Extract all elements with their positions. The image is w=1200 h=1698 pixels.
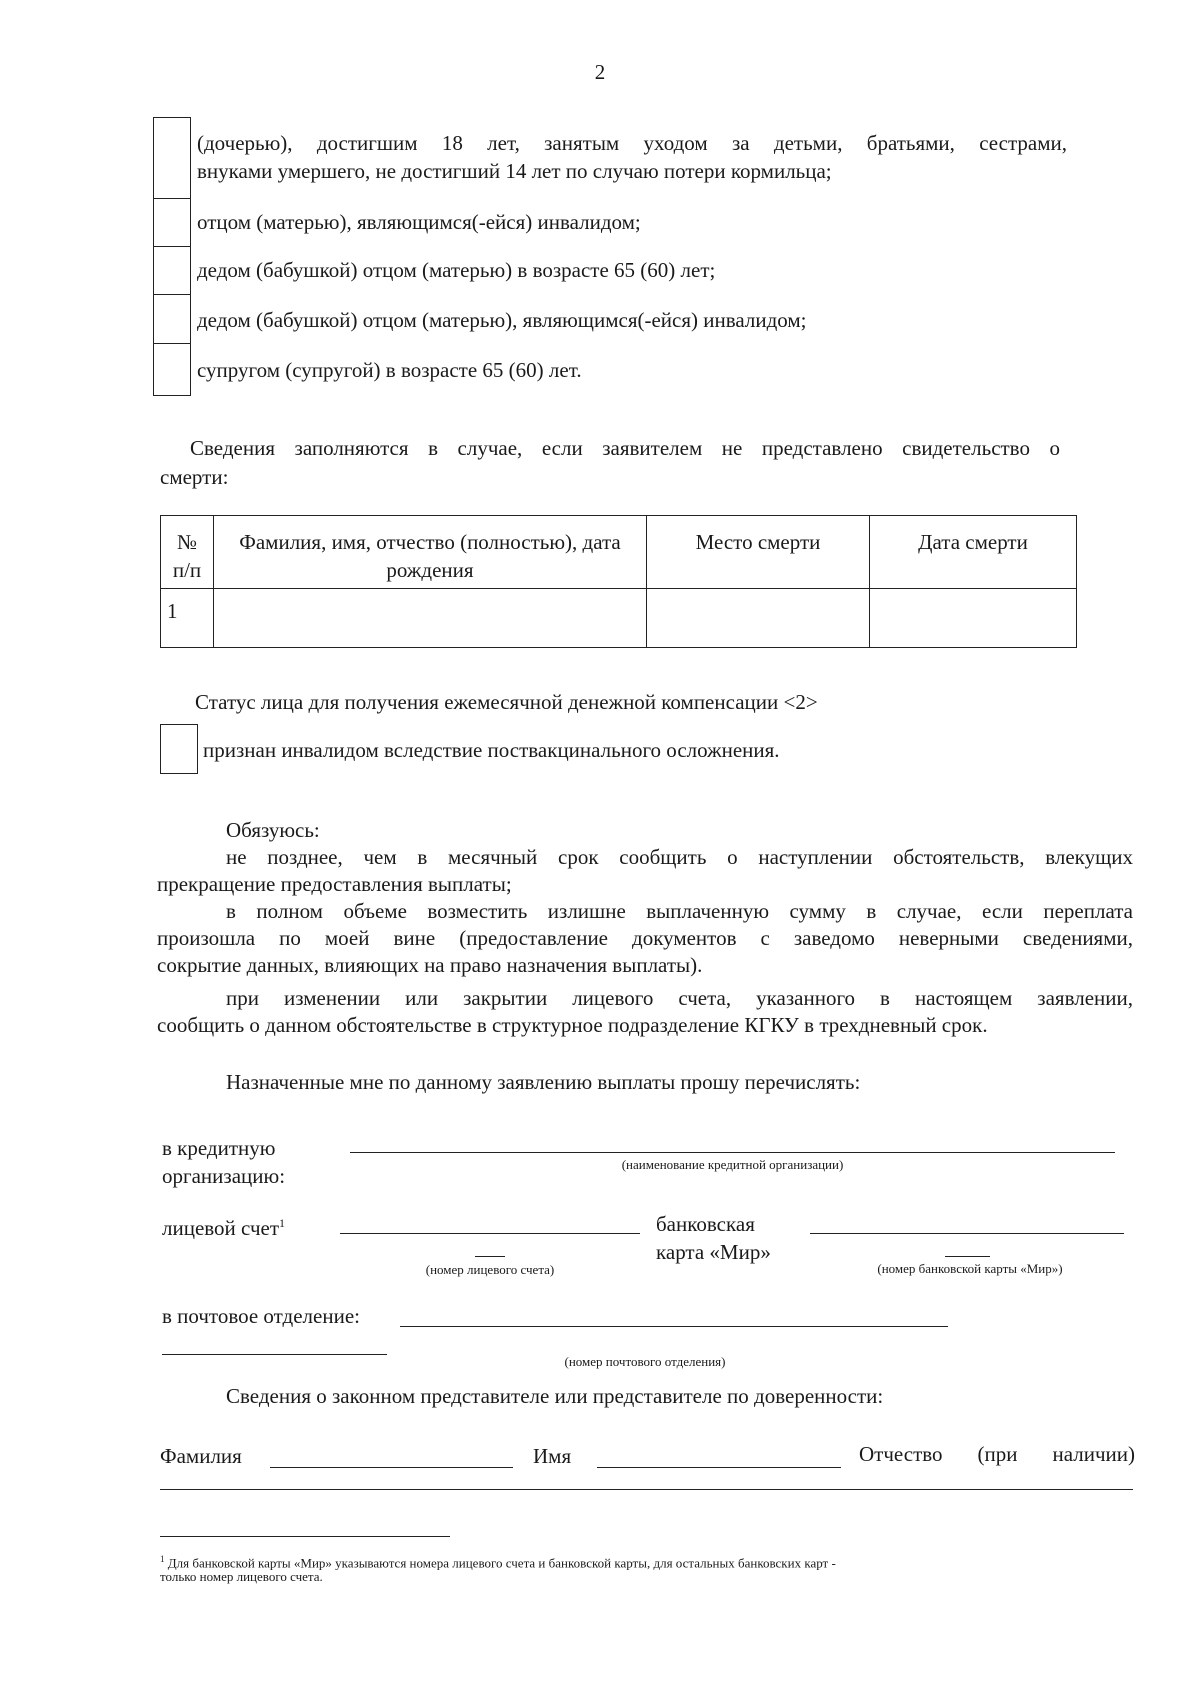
checkbox-option-1[interactable] [153, 117, 191, 199]
option-4-label: дедом (бабушкой) отцом (матерью), являющимся(-ейся) инвалидом; [197, 308, 807, 332]
credit-org-caption: (наименование кредитной организации) [621, 1157, 844, 1172]
post-office-field-line-2[interactable] [162, 1354, 387, 1355]
page-number: 2 [594, 60, 606, 84]
col-header-death-place: Место смерти [647, 516, 870, 589]
card-caption: (номер банковской карты «Мир») [877, 1261, 1063, 1276]
option-1-line-1: (дочерью), достигшим 18 лет, занятым уходом за детьми, братьями, сестрами, [197, 131, 1067, 155]
account-label-text: лицевой счет [162, 1216, 279, 1240]
checkbox-vaccine-disability[interactable] [160, 724, 198, 774]
col-header-full-name: Фамилия, имя, отчество (полностью), дата рождения [214, 516, 647, 589]
col-header-number: № п/п [161, 516, 214, 589]
checkbox-option-2[interactable] [153, 198, 191, 247]
option-1-line-2: внуками умершего, не достигший 14 лет по случаю потери кормильца; [197, 159, 832, 183]
post-office-label: в почтовое отделение: [162, 1304, 360, 1328]
account-label [162, 1209, 285, 1242]
patronymic-field[interactable] [160, 1489, 1133, 1490]
cell-number: 1 [161, 589, 214, 648]
table-row [161, 589, 1077, 648]
card-number-field-extra [945, 1256, 990, 1257]
checkbox-option-3[interactable] [153, 246, 191, 295]
name-label: Имя [533, 1444, 572, 1468]
card-label-2: карта «Мир» [656, 1240, 771, 1264]
representative-heading: Сведения о законном представителе или представителе по доверенности: [226, 1384, 884, 1408]
surname-field[interactable] [270, 1467, 513, 1468]
obligation-3-line-1: при изменении или закрытии лицевого счета, указанного в настоящем заявлении, [226, 986, 1133, 1010]
footnote-separator [160, 1536, 450, 1537]
cell-death-date[interactable] [870, 589, 1077, 648]
footnote-mark: 1 [160, 1554, 165, 1564]
account-caption: (номер лицевого счета) [425, 1262, 555, 1277]
checkbox-option-5[interactable] [153, 343, 191, 396]
status-heading: Статус лица для получения ежемесячной денежной компенсации <2> [195, 690, 818, 714]
cell-death-place[interactable] [647, 589, 870, 648]
obligation-1-line-1: не позднее, чем в месячный срок сообщить о наступлении обстоятельств, влекущих [226, 845, 1133, 869]
status-option-label: признан инвалидом вследствие поствакцинального осложнения. [203, 738, 780, 762]
post-office-field[interactable] [400, 1326, 948, 1327]
obligation-1-line-2: прекращение предоставления выплаты; [157, 872, 512, 896]
obligations-heading: Обязуюсь: [226, 818, 320, 842]
obligation-2-line-3: сокрытие данных, влияющих на право назначения выплаты). [157, 953, 703, 977]
payment-heading: Назначенные мне по данному заявлению выплаты прошу перечислять: [226, 1070, 861, 1094]
credit-org-label-1: в кредитную [162, 1136, 276, 1160]
surname-label: Фамилия [160, 1444, 242, 1468]
post-office-caption: (номер почтового отделения) [564, 1354, 726, 1369]
option-2-label: отцом (матерью), являющимся(-ейся) инвалидом; [197, 210, 641, 234]
name-field[interactable] [597, 1467, 841, 1468]
account-number-field[interactable] [340, 1233, 640, 1234]
cell-full-name[interactable] [214, 589, 647, 648]
credit-org-field[interactable] [350, 1152, 1115, 1153]
death-info-intro-line-2: смерти: [160, 465, 229, 489]
account-footnote-mark: 1 [279, 1216, 285, 1230]
footnote-line-2: только номер лицевого счета. [160, 1569, 323, 1584]
account-number-field-extra [475, 1256, 505, 1257]
card-number-field[interactable] [810, 1233, 1124, 1234]
table-header-row [161, 516, 1077, 589]
obligation-2-line-2: произошла по моей вине (предоставление документов с заведомо неверными сведениями, [157, 926, 1133, 950]
death-info-intro-line-1: Сведения заполняются в случае, если заявителем не представлено свидетельство о [190, 436, 1060, 460]
col-header-death-date: Дата смерти [870, 516, 1077, 589]
option-3-label: дедом (бабушкой) отцом (матерью) в возрасте 65 (60) лет; [197, 258, 716, 282]
footnote-text-1: Для банковской карты «Мир» указываются номера лицевого счета и банковской карты, для остальных банковских карт - [167, 1555, 836, 1571]
obligation-3-line-2: сообщить о данном обстоятельстве в структурное подразделение КГКУ в трехдневный срок. [157, 1013, 988, 1037]
option-5-label: супругом (супругой) в возрасте 65 (60) лет. [197, 358, 582, 382]
death-info-table [160, 515, 1077, 648]
checkbox-option-4[interactable] [153, 294, 191, 344]
obligation-2-line-1: в полном объеме возместить излишне выплаченную сумму в случае, если переплата [226, 899, 1133, 923]
card-label-1: банковская [656, 1212, 755, 1236]
credit-org-label-2: организацию: [162, 1164, 286, 1188]
patronymic-label: Отчество (при наличии) [859, 1442, 1135, 1466]
